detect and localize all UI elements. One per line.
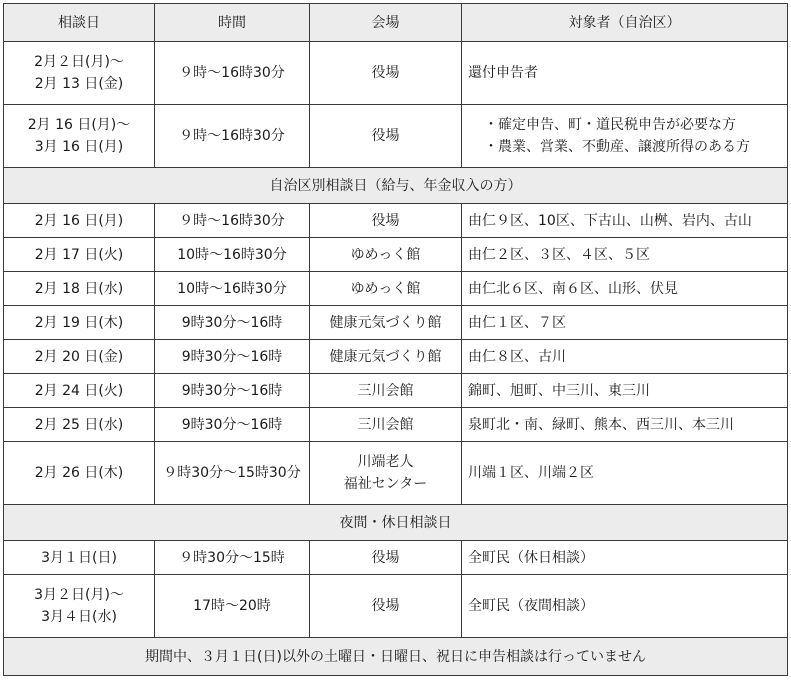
- date-cell-line: 2月 20 日(金): [34, 348, 124, 365]
- venue-cell: [310, 204, 462, 238]
- date-cell-line: 3月２日(月)〜: [34, 587, 124, 603]
- schedule-row: [4, 408, 788, 442]
- target-cell: [462, 340, 788, 374]
- header-time: 時間: [155, 4, 310, 42]
- venue-cell: [310, 442, 462, 505]
- venue-cell-line: ゆめっく館: [350, 280, 421, 297]
- target-cell-line: 泉町北・南、緑町、熊本、西三川、本三川: [468, 416, 734, 433]
- target-cell-line: ・確定申告、町・道民税申告が必要な方: [484, 117, 736, 133]
- target-cell: [462, 272, 788, 306]
- date-cell: [4, 575, 155, 638]
- date-cell-line: 2月 17 日(火): [34, 246, 124, 263]
- time-cell: 10時〜16時30分: [155, 238, 310, 272]
- time-cell: 9時30分〜16時: [155, 374, 310, 408]
- target-cell: [462, 105, 788, 168]
- venue-cell: [310, 575, 462, 638]
- consultation-schedule-table: [3, 3, 788, 676]
- time-cell: 9時30分〜16時: [155, 340, 310, 374]
- venue-cell-line: 役場: [371, 212, 400, 229]
- target-cell: [462, 408, 788, 442]
- date-cell-line: 2月 25 日(水): [34, 416, 124, 433]
- venue-cell: [310, 306, 462, 340]
- date-cell-line: 2月 18 日(水): [34, 280, 124, 297]
- date-cell: [4, 340, 155, 374]
- venue-cell-line: 三川会館: [357, 382, 414, 399]
- header-date: 相談日: [4, 4, 155, 42]
- venue-cell-line: 役場: [371, 65, 400, 81]
- target-cell: [462, 575, 788, 638]
- date-cell: [4, 238, 155, 272]
- target-cell: [462, 306, 788, 340]
- section-header-row: [4, 505, 788, 541]
- venue-cell-line: 三川会館: [357, 416, 414, 433]
- venue-cell: [310, 374, 462, 408]
- time-cell: ９時〜16時30分: [155, 204, 310, 238]
- schedule-row: [4, 42, 788, 105]
- venue-cell: [310, 238, 462, 272]
- date-cell-line: 2月 24 日(火): [34, 382, 124, 399]
- schedule-body: [4, 42, 788, 676]
- date-cell-line: 3月１日(日): [41, 549, 117, 566]
- target-cell: [462, 204, 788, 238]
- venue-cell-line: 健康元気づくり館: [329, 348, 442, 365]
- target-cell-line: 由仁９区、10区、下古山、山桝、岩内、古山: [468, 212, 752, 229]
- venue-cell: [310, 42, 462, 105]
- time-cell: 9時30分〜16時: [155, 306, 310, 340]
- date-cell-line: 2月 19 日(木): [34, 314, 124, 331]
- date-cell: [4, 541, 155, 575]
- schedule-row: [4, 374, 788, 408]
- date-cell: [4, 306, 155, 340]
- venue-cell-line: ゆめっく館: [350, 246, 421, 263]
- target-cell: [462, 442, 788, 505]
- time-cell: 17時〜20時: [155, 575, 310, 638]
- time-cell: 9時30分〜16時: [155, 408, 310, 442]
- date-cell-line: 2月 26 日(木): [34, 465, 124, 481]
- section-header-row: [4, 168, 788, 204]
- schedule-row: [4, 340, 788, 374]
- schedule-row: [4, 105, 788, 168]
- header-target: 対象者（自治区）: [462, 4, 788, 42]
- date-cell-line: 3月 16 日(月): [34, 139, 124, 155]
- date-cell-line: 2月 16 日(月)〜: [27, 117, 131, 133]
- target-cell: [462, 541, 788, 575]
- target-cell-line: 由仁北６区、南６区、山形、伏見: [468, 280, 678, 297]
- target-cell-line: 全町民（夜間相談）: [468, 598, 594, 614]
- schedule-row: [4, 442, 788, 505]
- date-cell: [4, 42, 155, 105]
- header-venue: 会場: [310, 4, 462, 42]
- schedule-row: [4, 541, 788, 575]
- footer-note: 期間中、３月１日(日)以外の土曜日・日曜日、祝日に申告相談は行っていません: [4, 638, 788, 676]
- venue-cell: [310, 105, 462, 168]
- venue-cell-line: 役場: [371, 128, 400, 144]
- date-cell-line: 2月 13 日(金): [34, 76, 124, 92]
- venue-cell-line: 役場: [371, 598, 400, 614]
- target-cell-line: 錦町、旭町、中三川、東三川: [468, 382, 650, 399]
- venue-cell: [310, 408, 462, 442]
- date-cell: [4, 442, 155, 505]
- time-cell: 10時〜16時30分: [155, 272, 310, 306]
- target-cell: [462, 374, 788, 408]
- section-label: 自治区別相談日（給与、年金収入の方）: [4, 168, 788, 204]
- target-cell-line: 川端１区、川端２区: [468, 465, 594, 481]
- footer-note-row: [4, 638, 788, 676]
- target-cell-line: 全町民（休日相談）: [468, 549, 594, 566]
- date-cell: [4, 408, 155, 442]
- date-cell: [4, 272, 155, 306]
- venue-cell-line: 川端老人: [357, 454, 414, 470]
- schedule-row: [4, 204, 788, 238]
- date-cell-line: 2月２日(月)〜: [34, 54, 124, 70]
- date-cell: [4, 105, 155, 168]
- venue-cell: [310, 340, 462, 374]
- venue-cell: [310, 272, 462, 306]
- date-cell: [4, 204, 155, 238]
- venue-cell: [310, 541, 462, 575]
- target-cell: [462, 42, 788, 105]
- venue-cell-line: 健康元気づくり館: [329, 314, 442, 331]
- schedule-row: [4, 238, 788, 272]
- target-cell-line: 由仁２区、３区、４区、５区: [468, 246, 650, 263]
- date-cell: [4, 374, 155, 408]
- target-cell: [462, 238, 788, 272]
- time-cell: ９時〜16時30分: [155, 42, 310, 105]
- venue-cell-line: 福祉センター: [343, 476, 428, 492]
- schedule-row: [4, 575, 788, 638]
- section-label: 夜間・休日相談日: [4, 505, 788, 541]
- time-cell: ９時30分〜15時: [155, 541, 310, 575]
- schedule-row: [4, 272, 788, 306]
- venue-cell-line: 役場: [371, 549, 400, 566]
- target-cell-line: 由仁８区、古川: [468, 348, 566, 365]
- target-cell-line: ・農業、営業、不動産、譲渡所得のある方: [484, 139, 750, 155]
- target-cell-line: 還付申告者: [468, 65, 538, 81]
- date-cell-line: 2月 16 日(月): [34, 212, 124, 229]
- time-cell: ９時30分〜15時30分: [155, 442, 310, 505]
- schedule-row: [4, 306, 788, 340]
- header-row: [4, 4, 788, 42]
- time-cell: ９時〜16時30分: [155, 105, 310, 168]
- date-cell-line: 3月４日(水): [41, 609, 117, 625]
- target-cell-line: 由仁１区、７区: [468, 314, 566, 331]
